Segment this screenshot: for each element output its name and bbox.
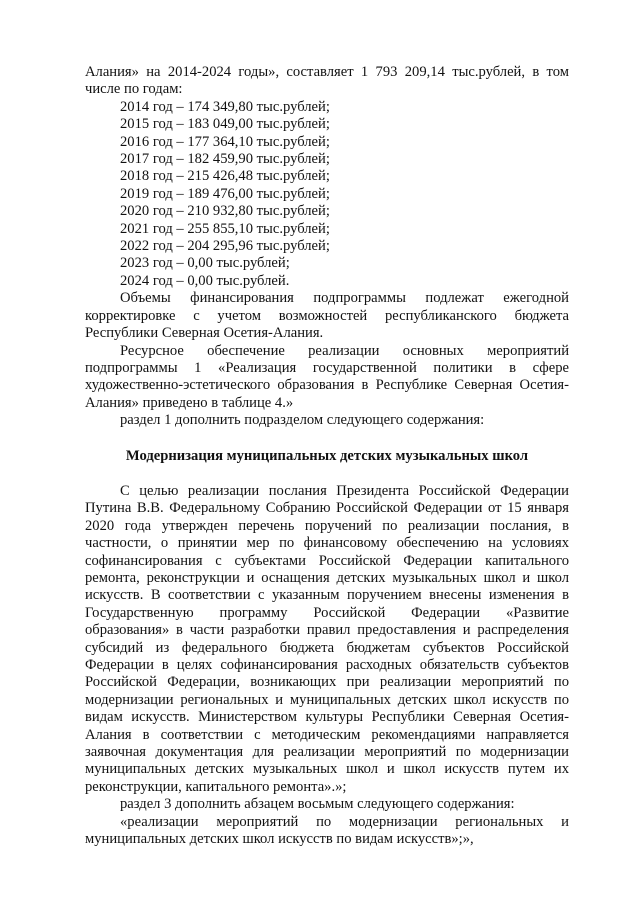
funding-year-2024: 2024 год – 0,00 тыс.рублей.	[120, 272, 290, 289]
main-paragraph	[85, 483, 569, 796]
spacer	[85, 430, 569, 448]
funding-year-2020: 2020 год – 210 932,80 тыс.рублей;	[120, 203, 330, 220]
document-page	[85, 64, 569, 848]
text-line: Путина В.В. Федеральному Собранию Российской Федерации от 15 января	[85, 500, 569, 517]
funding-year-2019: 2019 год – 189 476,00 тыс.рублей;	[120, 185, 330, 202]
final-paragraph	[85, 814, 569, 849]
resources-paragraph	[85, 343, 569, 413]
yearly-funding-list	[85, 99, 569, 290]
text-line: муниципальных детских школ искусств по видам искусств»;»,	[85, 831, 474, 848]
text-line: художественно-эстетического образования в Республике Северная Осетия-	[85, 377, 569, 394]
text-line: Российской Федерации, возникающих при реализации мероприятий по	[85, 674, 569, 691]
text-line: ремонта, реконструкции и оснащения детских музыкальных школ и школ	[85, 569, 569, 586]
funding-year-2014: 2014 год – 174 349,80 тыс.рублей;	[120, 98, 330, 115]
text-line: Федерации в целях софинансирования расходных обязательств субъектов	[85, 657, 569, 673]
text-line: заявочная документация для реализации мероприятий по модернизации	[85, 744, 569, 761]
text-line: числе по годам:	[85, 81, 183, 98]
funding-year-2023: 2023 год – 0,00 тыс.рублей;	[120, 255, 290, 272]
funding-year-2016: 2016 год – 177 364,10 тыс.рублей;	[120, 133, 330, 150]
section3-instruction: раздел 3 дополнить абзацем восьмым следующего содержания:	[120, 796, 515, 813]
text-line: С целью реализации послания Президента Российской Федерации	[120, 482, 569, 499]
text-line: субсидий из федерального бюджета бюджетам субъектов Российской	[85, 639, 569, 656]
funding-year-2022: 2022 год – 204 295,96 тыс.рублей;	[120, 238, 330, 255]
text-line: Алания» на 2014-2024 годы», составляет 1 793 209,14 тыс.рублей, в том	[85, 64, 569, 80]
text-line: видам искусств. Министерством культуры Республики Северная Осетия-	[85, 709, 569, 726]
funding-year-2017: 2017 год – 182 459,90 тыс.рублей;	[120, 151, 330, 168]
text-line: искусств. В соответствии с указанным поручением внесены изменения в	[85, 587, 569, 604]
text-line: 2020 года утвержден перечень поручений по реализации послания, в	[85, 517, 569, 534]
section-heading: Модернизация муниципальных детских музыкальных школ	[125, 447, 529, 464]
text-line: подпрограммы 1 «Реализация государственной политики в сфере	[85, 359, 569, 376]
text-line: Алания» приведено в таблице 4.»	[85, 394, 294, 411]
funding-year-2021: 2021 год – 255 855,10 тыс.рублей;	[120, 220, 330, 237]
text-line: Ресурсное обеспечение реализации основных мероприятий	[120, 342, 569, 359]
text-line: софинансирования с субъектами Российской Федерации капитального	[85, 552, 569, 569]
spacer	[85, 465, 569, 483]
intro-paragraph	[85, 64, 569, 99]
text-line: Республики Северная Осетия-Алания.	[85, 325, 324, 342]
text-line: Алания в соответствии с методическим рекомендациями направляется	[85, 726, 569, 743]
section1-instruction: раздел 1 дополнить подразделом следующего содержания:	[120, 412, 485, 429]
text-line: Объемы финансирования подпрограммы подлежат ежегодной	[120, 290, 569, 307]
text-line: муниципальных детских музыкальных школ и школ искусств путем их	[85, 761, 569, 778]
text-line: «реализации мероприятий по модернизации региональных и	[120, 813, 569, 830]
text-line: реконструкции, капитального ремонта».»;	[85, 778, 347, 795]
text-line: модернизации региональных и муниципальных детских школ искусств по	[85, 691, 569, 708]
text-line: образования» в части разработки правил предоставления и распределения	[85, 622, 569, 639]
text-line: Государственную программу Российской Федерации «Развитие	[85, 604, 569, 621]
funding-year-2018: 2018 год – 215 426,48 тыс.рублей;	[120, 168, 330, 185]
volumes-paragraph	[85, 290, 569, 342]
text-line: частности, о принятии мер по финансовому обеспечению на условиях	[85, 535, 569, 552]
funding-year-2015: 2015 год – 183 049,00 тыс.рублей;	[120, 116, 330, 133]
text-line: корректировке с учетом возможностей республиканского бюджета	[85, 307, 569, 324]
